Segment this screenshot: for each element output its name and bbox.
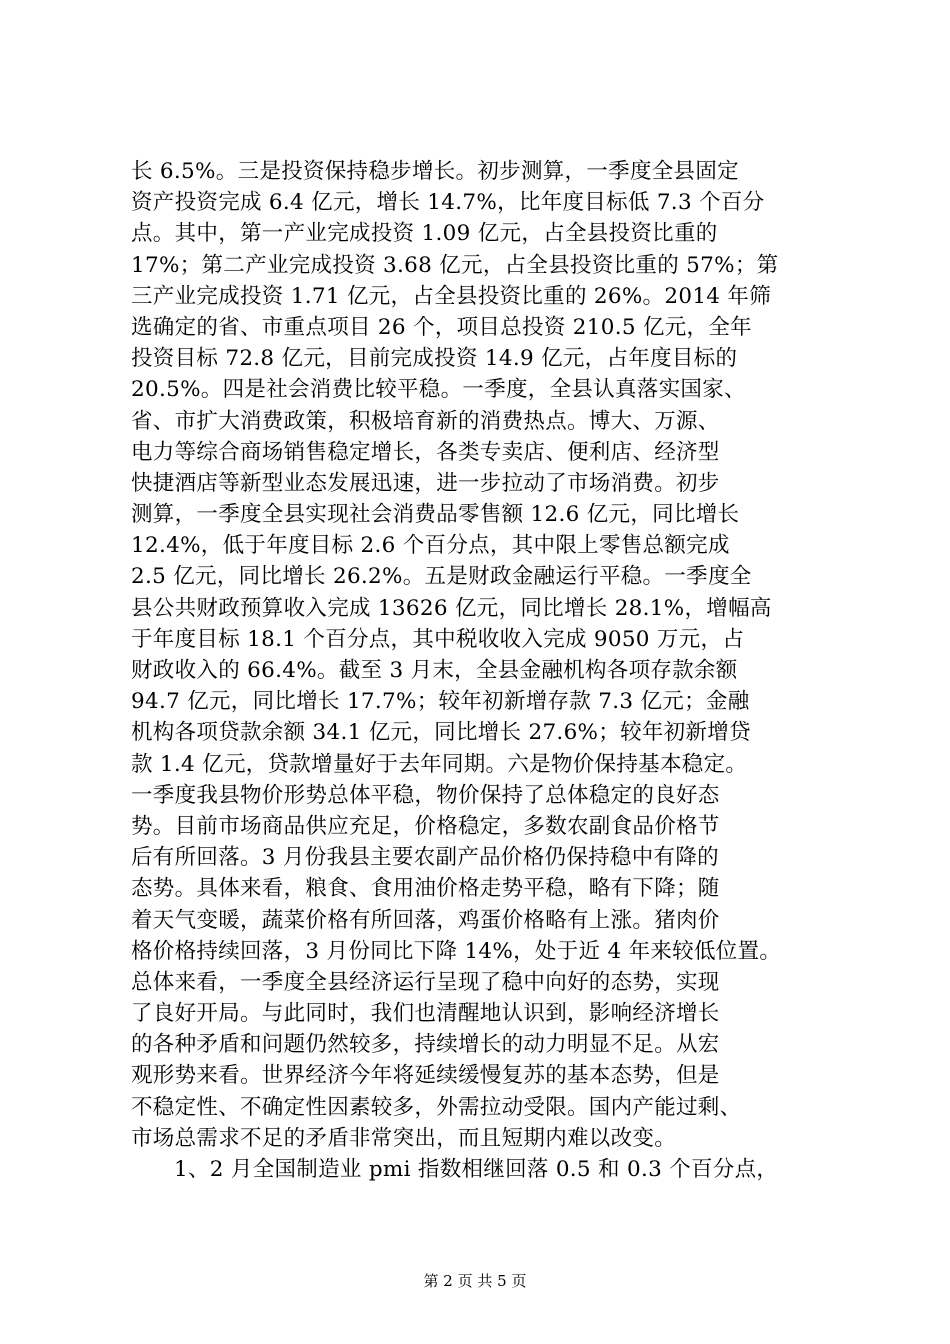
text-line: 市场总需求不足的矛盾非常突出，而且短期内难以改变。 [131,1125,677,1151]
text-line: 94.7 亿元，同比增长 17.7%；较年初新增存款 7.3 亿元；金融 [131,689,750,715]
text-line: 三产业完成投资 1.71 亿元，占全县投资比重的 26%。2014 年筛 [131,283,772,309]
text-line: 款 1.4 亿元，贷款增量好于去年同期。六是物价保持基本稳定。 [131,751,748,777]
text-line: 格价格持续回落，3 月份同比下降 14%，处于近 4 年来较低位置。 [131,938,782,964]
text-line: 电力等综合商场销售稳定增长，各类专卖店、便利店、经济型 [131,439,720,465]
text-line: 一季度我县物价形势总体平稳，物价保持了总体稳定的良好态 [131,782,720,808]
text-line: 17%；第二产业完成投资 3.68 亿元，占全县投资比重的 57%；第 [131,252,779,278]
text-line: 资产投资完成 6.4 亿元，增长 14.7%，比年度目标低 7.3 个百分 [131,190,765,216]
text-line: 2.5 亿元，同比增长 26.2%。五是财政金融运行平稳。一季度全 [131,564,752,590]
text-line: 20.5%。四是社会消费比较平稳。一季度，全县认真落实国家、 [131,377,746,403]
text-line: 选确定的省、市重点项目 26 个，项目总投资 210.5 亿元，全年 [131,314,752,340]
text-line: 了良好开局。与此同时，我们也清醒地认识到，影响经济增长 [131,1001,720,1027]
paragraph-start-line: 1、2 月全国制造业 pmi 指数相继回落 0.5 和 0.3 个百分点， [174,1157,779,1182]
text-line: 着天气变暖，蔬菜价格有所回落，鸡蛋价格略有上涨。猪肉价 [131,907,720,933]
text-line: 总体来看，一季度全县经济运行呈现了稳中向好的态势，实现 [131,969,720,995]
page-footer: 第 2 页 共 5 页 [423,1272,527,1290]
text-line: 投资目标 72.8 亿元，目前完成投资 14.9 亿元，占年度目标的 [131,346,738,372]
text-line: 机构各项贷款余额 34.1 亿元，同比增长 27.6%；较年初新增贷 [131,720,751,746]
text-line: 于年度目标 18.1 个百分点，其中税收收入完成 9050 万元，占 [131,626,745,652]
text-line: 的各种矛盾和问题仍然较多，持续增长的动力明显不足。从宏 [131,1032,720,1058]
text-line: 县公共财政预算收入完成 13626 亿元，同比增长 28.1%，增幅高 [131,595,772,621]
text-line: 点。其中，第一产业完成投资 1.09 亿元，占全县投资比重的 [131,221,718,247]
text-line: 财政收入的 66.4%。截至 3 月末，全县金融机构各项存款余额 [131,658,738,683]
text-line: 观形势来看。世界经济今年将延续缓慢复苏的基本态势，但是 [131,1063,720,1089]
text-line: 省、市扩大消费政策，积极培育新的消费热点。博大、万源、 [131,408,720,434]
text-line: 长 6.5%。三是投资保持稳步增长。初步测算，一季度全县固定 [131,159,739,184]
text-line: 测算，一季度全县实现社会消费品零售额 12.6 亿元，同比增长 [131,502,740,528]
text-line: 不稳定性、不确定性因素较多，外需拉动受限。国内产能过剩、 [131,1094,742,1120]
text-line: 态势。具体来看，粮食、食用油价格走势平稳，略有下降；随 [131,876,720,902]
body-text [131,156,841,1185]
text-line: 势。目前市场商品供应充足，价格稳定，多数农副食品价格节 [131,813,720,839]
text-line: 后有所回落。3 月份我县主要农副产品价格仍保持稳中有降的 [131,845,719,871]
text-line: 12.4%，低于年度目标 2.6 个百分点，其中限上零售总额完成 [131,533,730,559]
text-line: 快捷酒店等新型业态发展迅速，进一步拉动了市场消费。初步 [131,470,720,496]
